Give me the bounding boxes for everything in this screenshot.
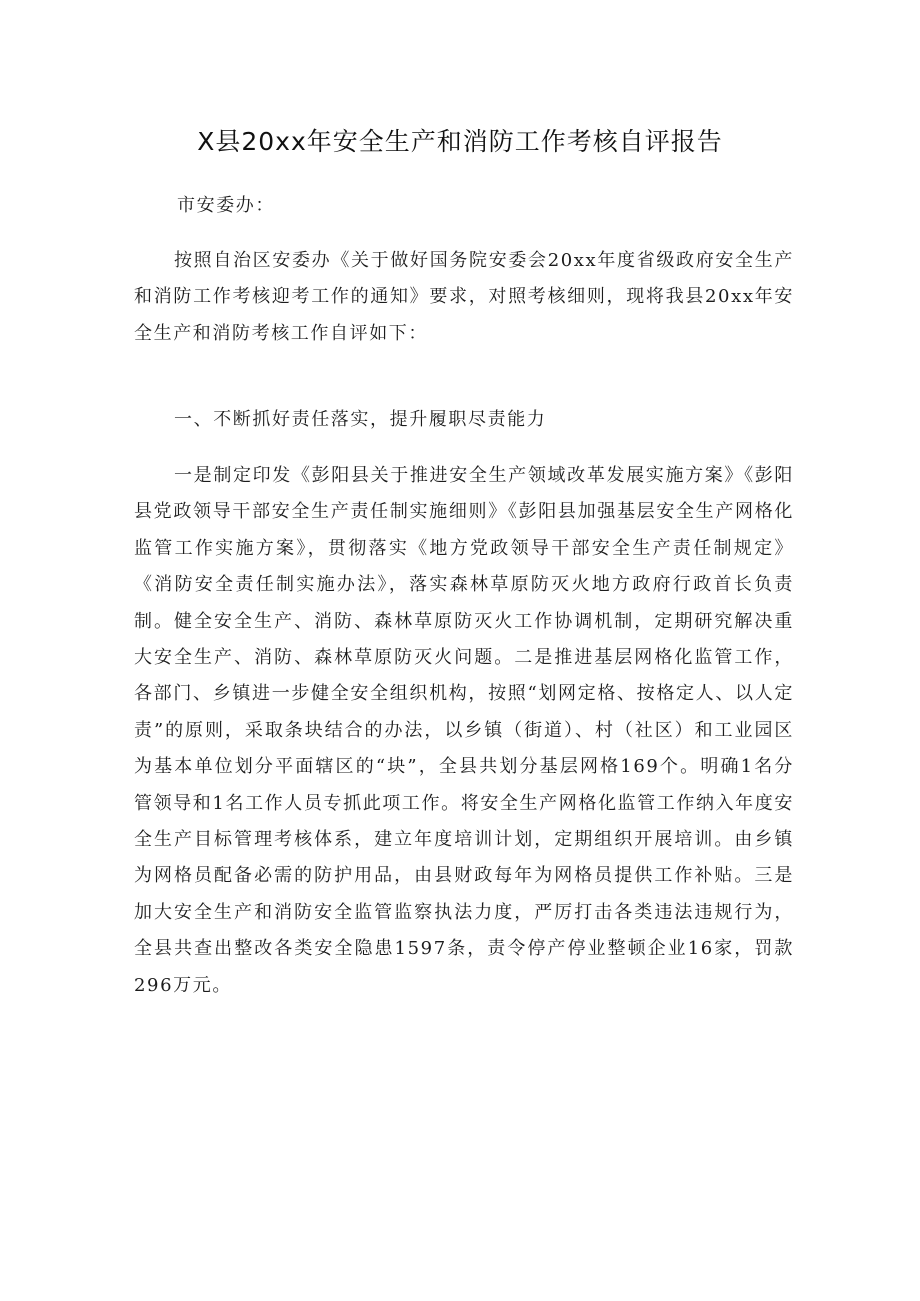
section-heading: 一、不断抓好责任落实，提升履职尽责能力 — [174, 409, 547, 430]
document-title: X县20xx年安全生产和消防工作考核自评报告 — [197, 127, 723, 156]
salutation: 市安委办： — [177, 195, 275, 216]
main-paragraph: 一是制定印发《彭阳县关于推进安全生产领域改革发展实施方案》《彭阳县党政领导干部安全生产责任制实施细则》《彭阳县加强基层安全生产网格化监管工作实施方案》，贯彻落实《地方党政领导干部安全生产责任制规定》《消防安全责任制实施办法》，落实森林草原防灭火地方政府行政首长负责制。健全安全生产、消防、森林草原防灭火工作协调机制，定期研究解决重大安全生产、消防、森林草原防灭火问题。二是推进基层网格化监管工作，各部门、乡镇进一步健全安全组织机构，按照“划网定格、按格定人、以人定责”的原则，采取条块结合的办法，以乡镇（街道）、村（社区）和工业园区为基本单位划分平面辖区的“块”，全县共划分基层网格169个。明确1名分管领导和1名工作人员专抓此项工作。将安全生产网格化监管工作纳入年度安全生产目标管理考核体系，建立年度培训计划，定期组织开展培训。由乡镇为网格员配备必需的防护用品，由县财政每年为网格员提供工作补贴。三是加大安全生产和消防安全监管监察执法力度，严厉打击各类违法违规行为，全县共查出整改各类安全隐患1597条，责令停产停业整顿企业16家，罚款296万元。 — [134, 465, 794, 996]
intro-paragraph: 按照自治区安委办《关于做好国务院安委会20xx年度省级政府安全生产和消防工作考核迎考工作的通知》要求，对照考核细则，现将我县20xx年安全生产和消防考核工作自评如下： — [134, 250, 794, 344]
